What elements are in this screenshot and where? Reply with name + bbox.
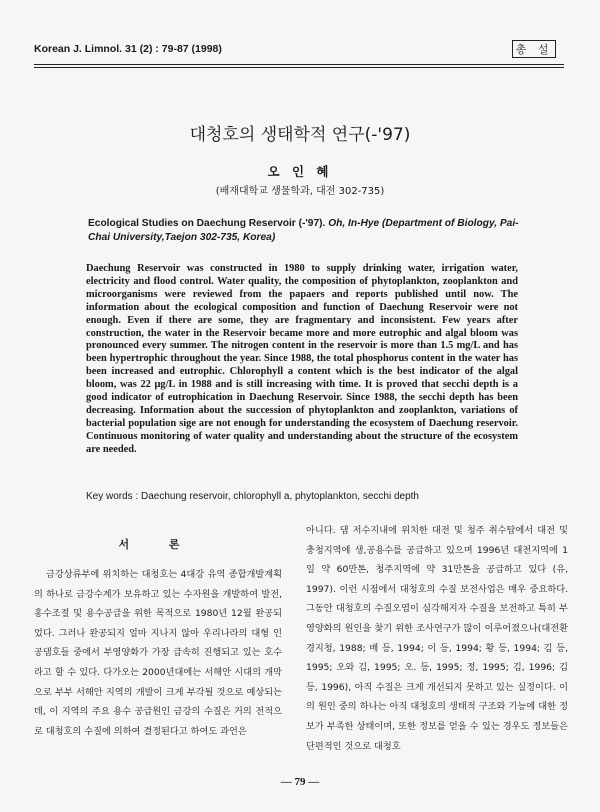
english-title: Ecological Studies on Daechung Reservoir (-'97). [88, 218, 326, 229]
article-type-badge: 총 설 [512, 40, 556, 58]
section-heading-introduction: 서 론 [118, 538, 198, 551]
author-name: 오 인 혜 [267, 164, 333, 179]
abstract: Daechung Reservoir was constructed in 1980 to supply drinking water, irrigation water, electricity and flood control. Water quality, the composition of phytoplankton, zooplankton and microorganisms were reviewed from the papaers and reports published until now. The information about the ecological composition and function of Daechung Reservoir were not enough. Even if there are some, they are fragmentary and inconsistent. Few years after construction, the water in the Reservoir became more and more eutrophic and algal bloom was pronounced every summer. The nitrogen content in the reservoir is more than 1.5 mg/L and has been hypertrophic throughout the year. Since 1988, the total phosphorus content in the water has been increased and eutrophic. Chlorophyll a content which is the best indicator of the algal bloom, was 22 μg/L in 1988 and is still increasing with time. It is proved that secchi depth is a good indicator of eutrophication in Daechung Reservoir. Since 1988, the secchi depth has been decreasing. Information about the succession of phytoplankton and zooplankton, variations of bacterial population sige are not enough for understanding the ecosystem of Daechung reservoir. Continuous monitoring of water quality and understanding about the structure of the ecosystem are needed. [86, 263, 518, 455]
header-divider-top [34, 64, 564, 65]
body-paragraph-left: 금강상류부에 위치하는 대청호는 4대강 유역 종합개발계획의 하나로 금강수계가 보유하고 있는 수자원을 개발하여 발전, 홍수조절 및 용수공급을 위한 목적으로 1980년 12월 완공되었다. 그러나 완공되지 얼마 지나지 않아 우리나라의 대형 인공댐호들 중에서 부영양화가 가장 급속히 진행되고 있는 호수라고 할 수 있다. 다가오는 2000년대에는 서해안 시대의 개막으로 부부 서해안 지역의 개발이 크게 부각될 것으로 예상되는데, 이 지역의 주요 용수 공급원인 금강의 수질은 거의 전적으로 대청호의 수질에 의하여 결정된다고 하여도 과언은 [34, 569, 282, 737]
article-title: 대청호의 생태학적 연구(-'97) [189, 125, 411, 145]
page-number: — 79 — [280, 776, 320, 788]
body-column-right [306, 521, 568, 756]
author-affiliation: (배재대학교 생물학과, 대전 302-735) [215, 186, 385, 197]
body-paragraph-right: 아니다. 댐 저수지내에 위치한 대전 및 청주 취수탑에서 대전 및 충청지역에 생,공용수를 공급하고 있으며 1996년 대전지역에 1일 약 60만톤, 청주지역에 약 31만톤을 공급하고 있다 (유, 1997). 이런 시점에서 대청호의 수질 보전사업은 매우 중요하다. 그동안 대청호의 수질오염이 심각해지자 수질을 보전하고 특히 부영양화의 원인을 찾기 위한 조사연구가 많이 이루어졌으나(대전환경지청, 1988; 배 등, 1994; 이 등, 1994; 황 등, 1994; 김 등, 1995; 오와 김, 1995; 오. 등, 1995; 정, 1995; 김, 1996; 김 등, 1996), 아직 수질은 크게 개선되지 못하고 있는 실정이다. 이의 원인 중의 하나는 아직 대청호의 생태적 구조와 기능에 대한 정보가 부족한 상태이며, 또한 정보를 얻을 수 있는 경우도 정보들은 단편적인 것으로 대청호 [306, 525, 568, 752]
body-column-left [34, 521, 282, 741]
journal-citation: Korean J. Limnol. 31 (2) : 79-87 (1998) [34, 43, 222, 55]
english-title-block [88, 217, 528, 245]
header-divider-bottom [34, 67, 564, 68]
keywords: Key words : Daechung reservoir, chlorophyll a, phytoplankton, secchi depth [86, 491, 419, 502]
english-author-affiliation: Oh, In-Hye (Department of Biology, Pai-Chai University,Taejon 302-735, Korea) [88, 218, 519, 243]
